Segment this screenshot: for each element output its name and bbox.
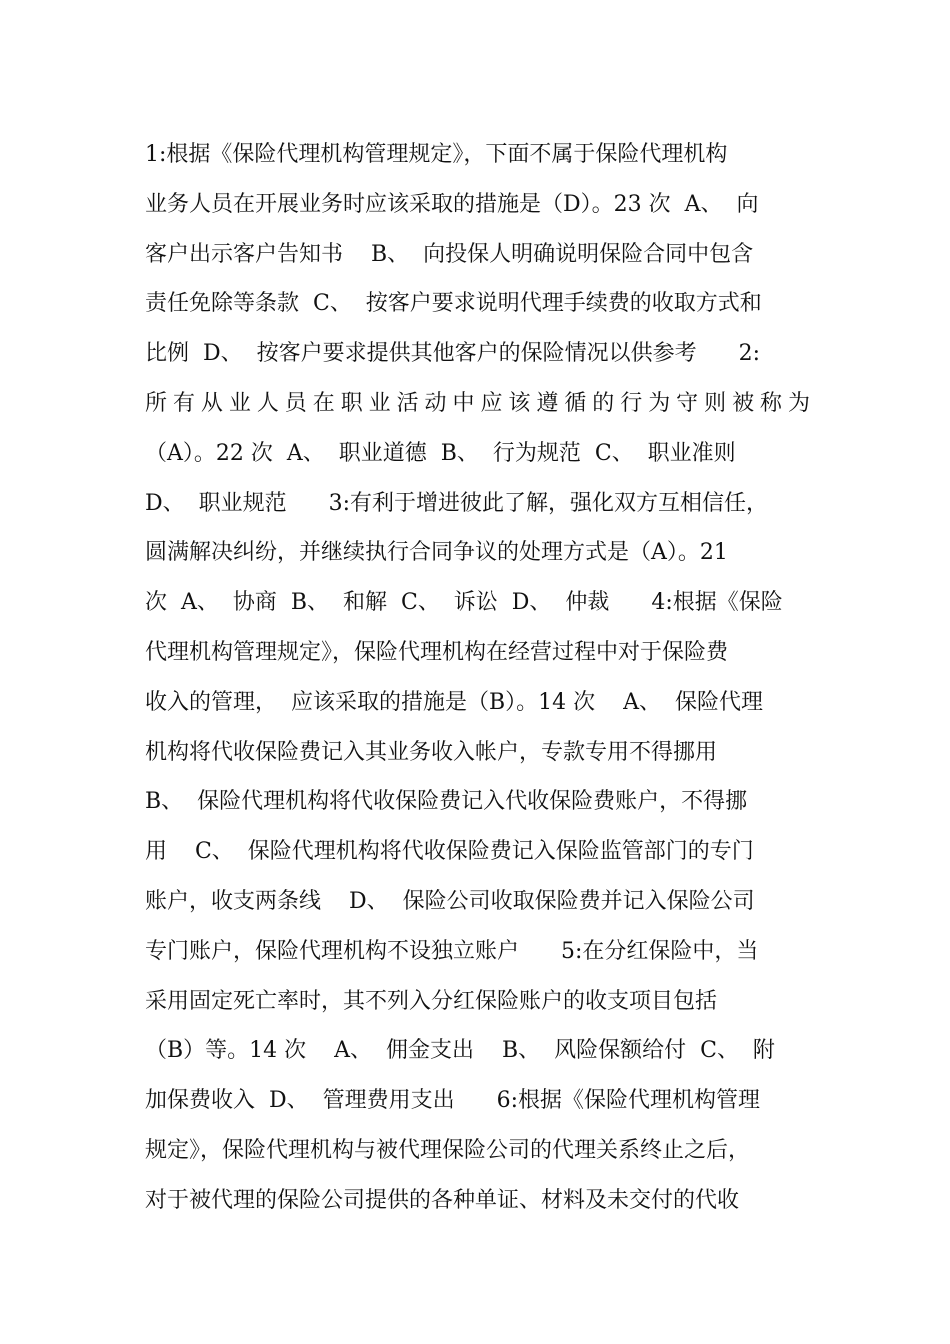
text-line: 收入的管理， 应该采取的措施是（B）。14 次 A、 保险代理: [145, 689, 763, 715]
text-line: 加保费收入 D、 管理费用支出 6:根据《保险代理机构管理: [145, 1088, 760, 1114]
text-line: （A）。22 次 A、 职业道德 B、 行为规范 C、 职业准则: [145, 440, 736, 466]
text-line: 客户出示客户告知书 B、 向投保人明确说明保险合同中包含: [145, 241, 754, 267]
text-line: 对于被代理的保险公司提供的各种单证、材料及未交付的代收: [145, 1187, 740, 1213]
text-line: 账户，收支两条线 D、 保险公司收取保险费并记入保险公司: [145, 888, 755, 914]
document-body: [145, 130, 810, 1226]
text-line: （B）等。14 次 A、 佣金支出 B、 风险保额给付 C、 附: [145, 1038, 775, 1064]
text-line: B、 保险代理机构将代收保险费记入代收保险费账户，不得挪: [145, 789, 748, 815]
text-line: 业务人员在开展业务时应该采取的措施是（D）。23 次 A、 向: [145, 191, 759, 217]
text-line: 次 A、 协商 B、 和解 C、 诉讼 D、 仲裁 4:根据《保险: [145, 590, 783, 616]
text-line: 机构将代收保险费记入其业务收入帐户，专款专用不得挪用: [145, 739, 718, 765]
text-line: 规定》，保险代理机构与被代理保险公司的代理关系终止之后，: [145, 1137, 751, 1163]
text-line: 1:根据《保险代理机构管理规定》，下面不属于保险代理机构: [145, 142, 728, 167]
text-line: 比例 D、 按客户要求提供其他客户的保险情况以供参考 2:: [145, 341, 760, 367]
text-line: 责任免除等条款 C、 按客户要求说明代理手续费的收取方式和: [145, 291, 762, 317]
text-line: D、 职业规范 3:有利于增进彼此了解，强化双方互相信任，: [145, 490, 768, 516]
text-line: 圆满解决纠纷，并继续执行合同争议的处理方式是（A）。21: [145, 540, 728, 566]
text-line: 采用固定死亡率时，其不列入分红保险账户的收支项目包括: [145, 988, 718, 1014]
text-line: 代理机构管理规定》，保险代理机构在经营过程中对于保险费: [145, 639, 729, 665]
text-line: 用 C、 保险代理机构将代收保险费记入保险监管部门的专门: [145, 839, 754, 865]
text-line: 专门账户，保险代理机构不设独立账户 5:在分红保险中，当: [145, 938, 759, 964]
text-line: 所有从业人员在职业活动中应该遵循的行为守则被称为: [145, 390, 810, 416]
